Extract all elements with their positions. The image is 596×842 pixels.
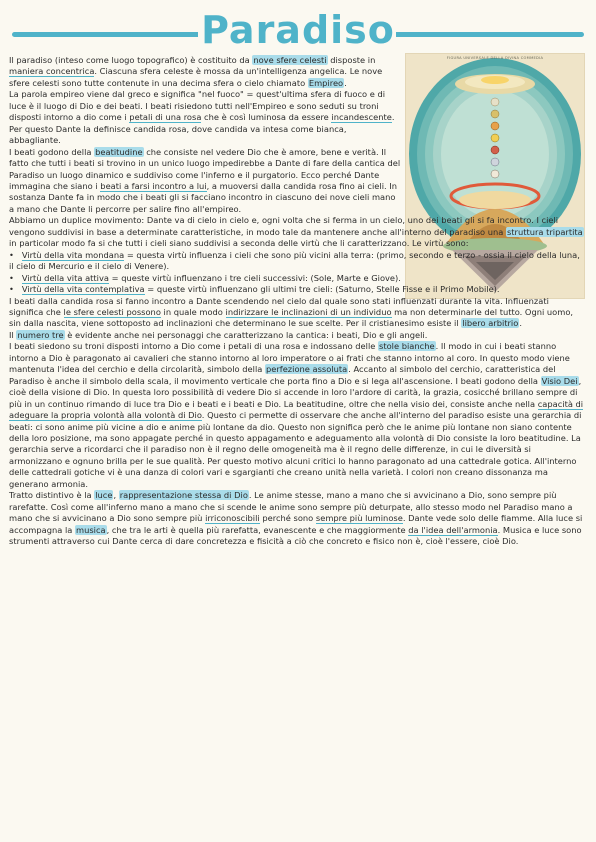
- highlight-visio-dei: Visio Dei: [541, 375, 578, 386]
- highlight-libero-arbitrio: libero arbitrio: [462, 318, 519, 329]
- paragraph-influenze: I beati dalla candida rosa si fanno incontro a Dante scendendo nel cielo dal quale sono stati influenzati durante la vita. Influenzati significa che le sfere celesti possono in quale modo indirizzare le inclinazioni di un individuo ma non determinarle del tutto. Ogni uomo, sin dalla nascita, viene sottoposto ad inclinazioni che determinano le sue scelte. Per il cristianesimo esiste il libero arbitrio.: [9, 295, 574, 329]
- paragraph-beati: I beati siedono su troni disposti intorno a Dio come i petali di una rosa e indossano delle stole bianche. Il modo in cui i beati stanno intorno a Dio è paragonato ai cavalieri che stanno intorno al loro imperatore o ai frati che stanno intorno al coro. In questo modo viene mantenuta l'idea del cerchio e della circolarità, simbolo della perfezione assoluta. Accanto al simbolo del cerchio, caratteristica del Paradiso è anche il simbolo della scala, il movimento verticale che porta fino a Dio e si lega all'ascensione. I beati godono della Visio Dei, cioè della visione di Dio. In questa loro possibilità di vedere Dio si accende in loro l'ardore di carità, la grazia, cosicché brillano sempre di più in un continuo rimando di luce tra Dio e i beati e i beati e Dio. La beatitudine, oltre che nella visio dei, consiste anche nella capacità di adeguare la propria volontà alla volontà di Dio. Questo ci permette di osservare che anche all'interno del paradiso esiste una gerarchia di beati: ci sono anime più vicine a dio e anime più lontane da dio. Questo non significa però che le anime più lontane non siano contente della loro posizione, ma sono appagate perché in questo appagamento e adeguamento alla volontà di Dio consiste la loro beatitudine. La gerarchia serve a ricordarci che il paradiso non è il regno delle omogeneità ma è il regno delle differenze, in cui le diversità si armonizzano e ognuno brilla per le sue qualità. Per questo motivo alcuni critici lo hanno paragonato ad una cattedrale gotica. All'interno delle cattedrali gotiche vi è una danza di colori vari e sgargianti che creano unità nella varietà. I colori non creano dissonanza ma generano armonia.: [9, 341, 584, 489]
- highlight-musica: musica: [76, 524, 106, 535]
- highlight-rappresentazione: rappresentazione stessa di Dio: [119, 490, 248, 501]
- list-item: • Virtù della vita attiva = queste virtù influenzano i tre cieli successivi: (Sole, Marte e Giove).: [9, 272, 401, 283]
- underline-concentrica: maniera concentrica: [9, 66, 95, 77]
- highlight-stole-bianche: stole bianche: [379, 341, 435, 352]
- paragraph-spheres: Il paradiso (inteso come luogo topografico) è costituito da nove sfere celesti disposte in maniera concentrica. Ciascuna sfera celeste è mossa da un'intelligenza angelica. Le nove sfere celesti sono tutte contenute in una decima sfera o cielo chiamato Empireo.: [9, 55, 383, 88]
- underline-beati-incontro: beati a farsi incontro a lui: [100, 180, 207, 191]
- highlight-beatitudine: beatitudine: [95, 146, 143, 157]
- underline-petali: petali di una rosa: [129, 112, 202, 123]
- underline-luminose: sempre più luminose: [315, 513, 403, 524]
- paragraph-empireo: La parola empireo viene dal greco e significa "nel fuoco" = quest'ultima sfera di fuoco e di luce è il luogo di Dio e dei beati. I beati risiedono tutti nell'Empireo e sono seduti su troni disposti intorno a dio come i petali di una rosa che è così luminosa da essere incandescente. Per questo Dante la definisce candida rosa, dove candida va intesa come bianca, abbagliante.: [9, 89, 395, 146]
- underline-inclinazioni: indirizzare le inclinazioni di un individuo: [225, 306, 392, 317]
- article-body: [9, 55, 584, 547]
- underline-virtu: Virtù della vita contemplativa: [21, 284, 145, 295]
- underline-virtu: Virtù della vita attiva: [21, 272, 109, 283]
- underline-irriconoscibili: irriconoscibili: [205, 513, 260, 524]
- figure-caption: FIGURA UNIVERSALE DELLA DIVINA COMMEDIA: [446, 56, 544, 60]
- highlight-perfezione: perfezione assoluta: [265, 364, 348, 375]
- paragraph-movimento: Abbiamo un duplice movimento: Dante va di cielo in cielo e, ogni volta che si ferma in un cielo, uno dei beati gli si fa incontro. I cieli vengono suddivisi in base a determinate caratteristiche, in modo tale da mantenere anche all'interno del paradiso una struttura tripartita in particolar modo fa si che tutti i cieli siano suddivisi a seconda delle virtù che li caratterizzano. Le virtù sono:: [9, 215, 583, 249]
- list-item: • Virtù della vita contemplativa = queste virtù influenzano gli ultimi tre cieli: (Saturno, Stelle Fisse e il Primo Mobile).: [9, 284, 500, 295]
- paragraph-numero-tre: Il numero tre è evidente anche nei personaggi che caratterizzano la cantica: i beati, Dio e gli angeli.: [9, 329, 428, 340]
- underline-virtu: Virtù della vita mondana: [21, 249, 125, 260]
- highlight-tripartita: struttura tripartita: [506, 226, 583, 237]
- highlight-empireo: Empireo: [308, 77, 344, 88]
- paragraph-luce: Tratto distintivo è la luce, rappresentazione stessa di Dio. Le anime stesse, mano a mano che si avvicinano a Dio, sono sempre più rarefatte. Così come all'inferno mano a mano che si scende le anime sono sempre più deturpate, allo stesso modo nel Paradiso mano a mano che si avvicinano a Dio sono sempre più irriconoscibili perché sono sempre più luminose. Dante vede solo delle fiamme. Alla luce si accompagna la musica, che tra le arti è quella più rarefatta, evanescente e che maggiormente da l'idea dell'armonia. Musica e luce sono strumenti attraverso cui Dante cerca di dare concretezza e fisicità a ciò che concreto e fisico non è, cioè l'essere, cioè Dio.: [9, 490, 583, 547]
- underline-incandescente: incandescente: [331, 112, 392, 123]
- paragraph-beatitudine: I beati godono della beatitudine che consiste nel vedere Dio che è amore, bene e verità. Il fatto che tutti i beati si trovino in un unico luogo impedirebbe a Dante di fare della cantica del Paradiso un luogo dinamico e suddiviso come l'inferno e il purgatorio. Ecco perché Dante immagina che siano i beati a farsi incontro a lui, a muoversi dalla candida rosa fino ai cieli. In sostanza Dante fa in modo che i beati gli si facciano incontro in ciascuno dei nove cieli mano a mano che Dante li percorre per salire fino all'empireo.: [9, 146, 401, 214]
- underline-armonia: da l'idea dell'armonia: [408, 524, 498, 535]
- list-item: • Virtù della vita mondana = questa virtù influenza i cieli che sono più vicini alla terra: (primo, secondo e terzo - ossia il cielo della luna, il cielo di Mercurio e il cielo di Venere).: [9, 249, 580, 272]
- underline-volonta: capacità di adeguare la propria volontà alla volontà di Dio: [9, 398, 584, 421]
- highlight-nove-sfere: nove sfere celesti: [253, 55, 327, 65]
- highlight-numero-tre: numero tre: [17, 329, 64, 340]
- title-bar: [0, 8, 596, 52]
- underline-sfere-possono: le sfere celesti possono: [63, 306, 161, 317]
- page-title: Paradiso: [201, 8, 395, 52]
- highlight-luce: luce: [95, 490, 113, 501]
